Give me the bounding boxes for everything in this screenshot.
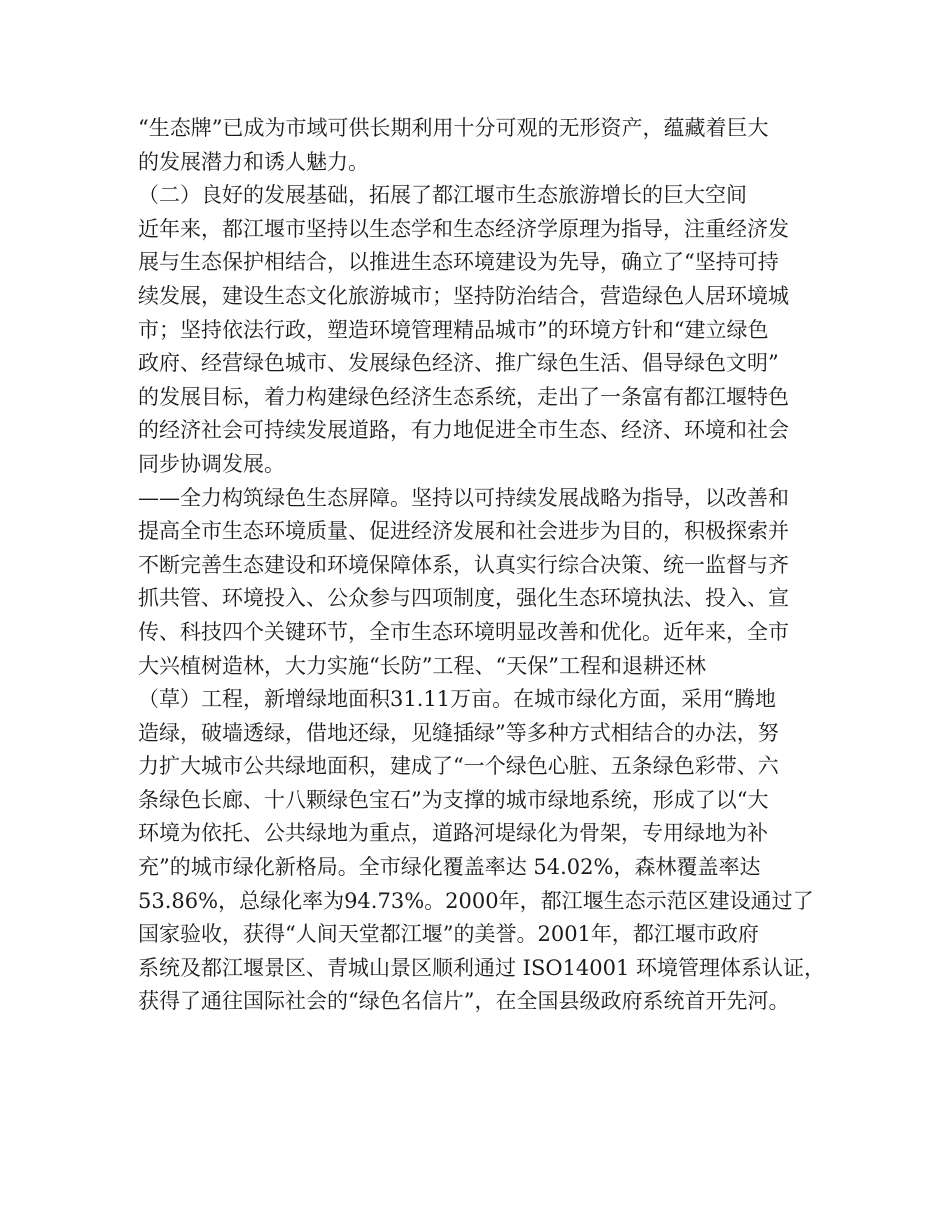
text-line: “生态牌”已成为市域可供长期利用十分可观的无形资产，蕴藏着巨大 (138, 116, 769, 140)
text-line: 充”的城市绿化新格局。全市绿化覆盖率达 54.02%，森林覆盖率达 (138, 855, 761, 880)
section-heading: （二）良好的发展基础，拓展了都江堰市生态旅游增长的巨大空间 (138, 183, 747, 208)
text-line: 的发展目标，着力构建绿色经济生态系统，走出了一条富有都江堰特色 (138, 384, 789, 409)
text-line: 造绿，破墙透绿，借地还绿，见缝插绿”等多种方式相结合的办法，努 (138, 720, 779, 745)
text-line: 获得了通往国际社会的“绿色名信片”，在全国县级政府系统首开先河。 (138, 989, 790, 1014)
text-line: 续发展，建设生态文化旅游城市；坚持防治结合，营造绿色人居环境城 (138, 283, 789, 308)
text-line: 传、科技四个关键环节，全市生态环境明显改善和优化。近年来，全市 (138, 619, 789, 644)
text-line: 抓共管、环境投入、公众参与四项制度，强化生态环境执法、投入、宣 (138, 586, 789, 611)
text-line: 国家验收，获得“人间天堂都江堰”的美誉。2001年，都江堰市政府 (138, 922, 759, 947)
text-line: 提高全市生态环境质量、促进经济发展和社会进步为目的，积极探索并 (138, 519, 789, 544)
text-line: 条绿色长廊、十八颗绿色宝石”为支撑的城市绿地系统，形成了以“大 (138, 787, 769, 812)
text-line: 市；坚持依法行政，塑造环境管理精品城市”的环境方针和“建立绿色 (138, 317, 769, 342)
text-line: 政府、经营绿色城市、发展绿色经济、推广绿色生活、倡导绿色文明” (138, 351, 779, 376)
text-line: 的经济社会可持续发展道路，有力地促进全市生态、经济、环境和社会 (138, 418, 789, 443)
text-line: ——全力构筑绿色生态屏障。坚持以可持续发展战略为指导，以改善和 (138, 485, 789, 510)
body-text (138, 112, 828, 1019)
text-line: 的发展潜力和诱人魅力。 (138, 149, 369, 174)
text-line: 同步协调发展。 (138, 451, 285, 476)
text-line: 53.86%，总绿化率为94.73%。2000年，都江堰生态示范区建设通过了 (138, 888, 814, 913)
text-line: （草）工程，新增绿地面积31.11万亩。在城市绿化方面，采用“腾地 (138, 687, 776, 712)
text-line: 展与生态保护相结合，以推进生态环境建设为先导，确立了“坚持可持 (138, 250, 779, 275)
text-line: 大兴植树造林，大力实施“长防”工程、“天保”工程和退耕还林 (138, 653, 706, 678)
text-line: 力扩大城市公共绿地面积，建成了“一个绿色心脏、五条绿色彩带、六 (138, 754, 779, 779)
text-line: 近年来，都江堰市坚持以生态学和生态经济学原理为指导，注重经济发 (138, 216, 789, 241)
text-line: 系统及都江堰景区、青城山景区顺利通过 ISO14001 环境管理体系认证， (138, 955, 826, 980)
text-line: 环境为依托、公共绿地为重点，道路河堤绿化为骨架，专用绿地为补 (138, 821, 768, 846)
text-line: 不断完善生态建设和环境保障体系，认真实行综合决策、统一监督与齐 (138, 552, 789, 577)
